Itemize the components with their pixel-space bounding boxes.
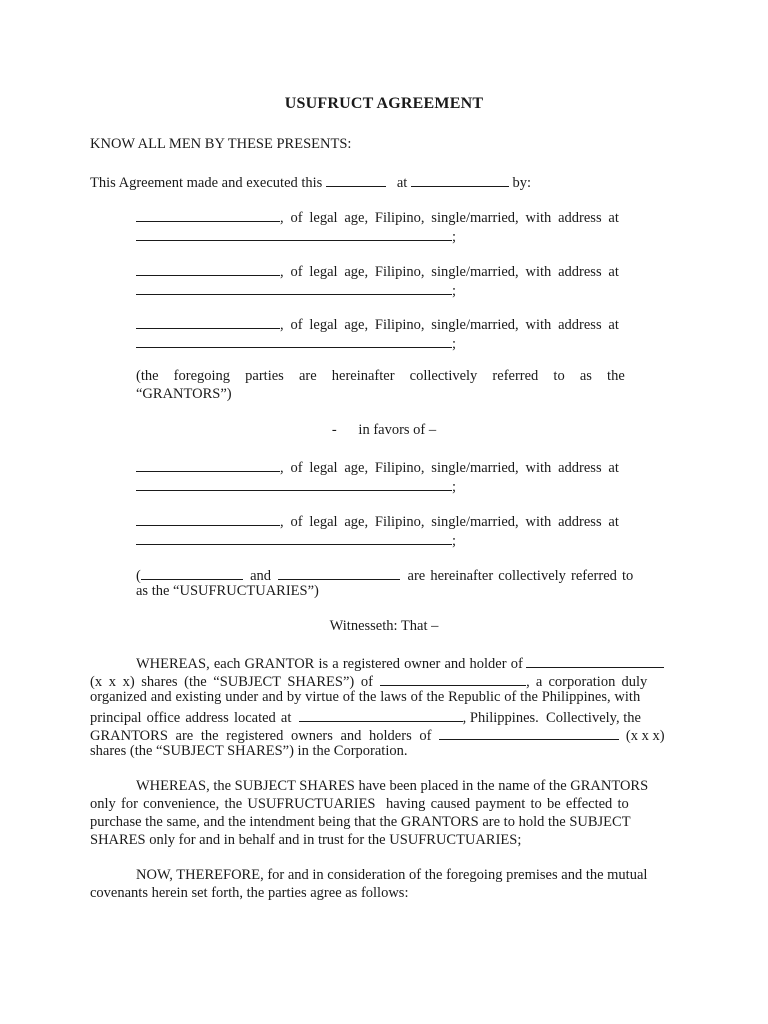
whereas-1-line5: GRANTORS are the registered owners and holders of (x x x) [90,725,665,746]
grantors-definition-line1: (the foregoing parties are hereinafter collectively referred to as the [136,368,625,384]
whereas-1-line2: (x x x) shares (the “SUBJECT SHARES”) of , a corporation duly [90,671,647,692]
grantors-definition-line2: “GRANTORS”) [136,386,232,402]
grantor-name-blank [136,261,280,276]
document-title: USUFRUCT AGREEMENT [284,95,484,112]
grantor-address-1: ; [136,226,456,247]
usufructuaries-definition-line2: as the “USUFRUCTUARIES”) [136,583,319,599]
whereas-2-line3: purchase the same, and the intendment being that the GRANTORS are to hold the SUBJECT [90,814,631,830]
total-shares-blank [439,725,619,740]
agreement-made-line: This Agreement made and executed this at by: [90,172,531,193]
date-blank [326,172,386,187]
grantor-party-3: , of legal age, Filipino, single/married, with address at [136,314,633,335]
address-blank [136,333,452,348]
shares-count-blank [526,653,664,668]
usufructuary-address-2: ; [136,530,456,551]
usufructuary-name-blank [136,511,280,526]
usufructuary-party-2: , of legal age, Filipino, single/married, with address at [136,511,619,532]
whereas-2-line2: only for convenience, the USUFRUCTUARIES having caused payment to be effected to [90,796,629,812]
whereas-1-line6: shares (the “SUBJECT SHARES”) in the Corporation. [90,743,408,759]
address-blank [136,530,452,545]
grantor-name-blank [136,207,280,222]
now-therefore-line1: NOW, THEREFORE, for and in consideration of the foregoing premises and the mutual [136,867,648,883]
usufructuary-name-blank [278,565,400,580]
usufructuary-address-1: ; [136,476,456,497]
address-blank [136,280,452,295]
usufructuary-name-blank [141,565,243,580]
grantor-address-2: ; [136,280,456,301]
whereas-2-line4: SHARES only for and in behalf and in trust for the USUFRUCTUARIES; [90,832,522,848]
corporation-name-blank [380,671,526,686]
address-blank [136,476,452,491]
whereas-2-line1: WHEREAS, the SUBJECT SHARES have been placed in the name of the GRANTORS [136,778,649,794]
whereas-1-line4: principal office address located at , Philippines. Collectively, the [90,707,641,728]
usufructuaries-definition-line1: ( and are hereinafter collectively referred to [136,565,633,586]
in-favor-of: - in favors of – [331,422,437,438]
witnesseth: Witnesseth: That – [329,618,439,634]
grantor-name-blank [136,314,280,329]
grantor-party-1: , of legal age, Filipino, single/married, with address at [136,207,633,228]
address-blank [136,226,452,241]
grantor-party-2: , of legal age, Filipino, single/married, with address at [136,261,633,282]
whereas-1-line3: organized and existing under and by virtue of the laws of the Republic of the Philippines, with [90,689,641,705]
know-all-men: KNOW ALL MEN BY THESE PRESENTS: [90,136,352,152]
now-therefore-line2: covenants herein set forth, the parties agree as follows: [90,885,409,901]
place-blank [411,172,509,187]
usufructuary-name-blank [136,457,280,472]
whereas-1-line1: WHEREAS, each GRANTOR is a registered owner and holder of [136,653,664,674]
office-address-blank [299,707,463,722]
usufructuary-party-1: , of legal age, Filipino, single/married, with address at [136,457,619,478]
grantor-address-3: ; [136,333,456,354]
